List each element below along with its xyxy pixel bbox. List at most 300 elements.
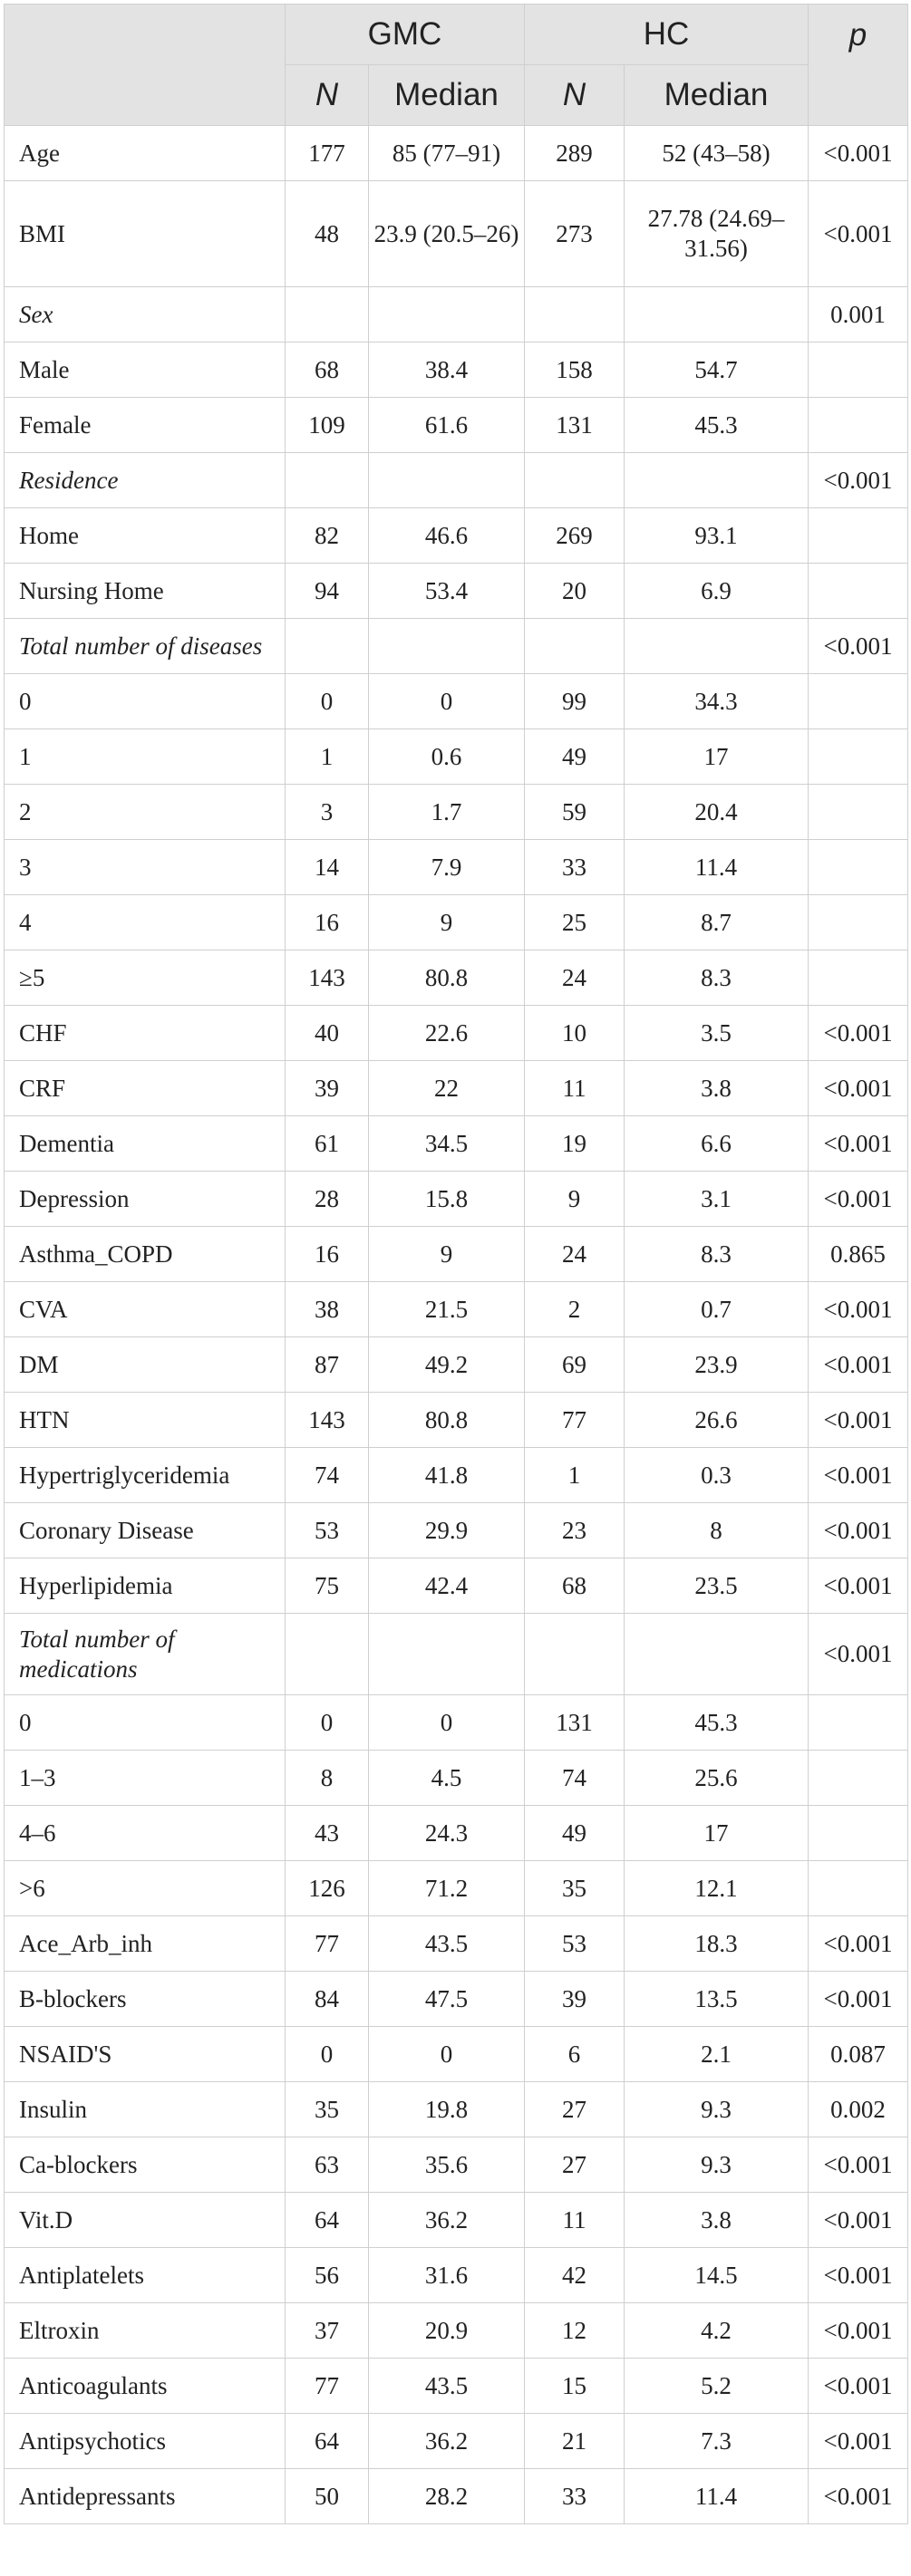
hc-median-cell: 6.9: [625, 564, 809, 619]
gmc-median-cell: 49.2: [369, 1337, 525, 1393]
hc-n-cell: 27: [525, 2137, 625, 2193]
row-label: CHF: [5, 1006, 286, 1061]
gmc-median-cell: 0.6: [369, 729, 525, 785]
gmc-median-cell: 43.5: [369, 1916, 525, 1972]
gmc-median-cell: 38.4: [369, 343, 525, 398]
table-row: [5, 2027, 908, 2082]
p-value-cell: <0.001: [809, 453, 908, 508]
p-value-cell: <0.001: [809, 1172, 908, 1227]
p-value-cell: <0.001: [809, 2469, 908, 2524]
gmc-median-cell: 35.6: [369, 2137, 525, 2193]
p-value-cell: <0.001: [809, 2248, 908, 2303]
table-row: [5, 619, 908, 674]
gmc-n-cell: 74: [286, 1448, 369, 1503]
hc-n-cell: 131: [525, 1695, 625, 1751]
hc-median-cell: 26.6: [625, 1393, 809, 1448]
header-gmc-median: Median: [369, 65, 525, 126]
gmc-median-cell: 9: [369, 895, 525, 950]
hc-median-cell: 27.78 (24.69–31.56): [625, 181, 809, 287]
p-value-cell: <0.001: [809, 1614, 908, 1695]
table-row: [5, 729, 908, 785]
table-row: [5, 126, 908, 181]
gmc-median-cell: 80.8: [369, 950, 525, 1006]
hc-median-cell: 8.3: [625, 1227, 809, 1282]
hc-median-cell: 5.2: [625, 2359, 809, 2414]
header-empty-cell: [5, 5, 286, 126]
table-row: [5, 1116, 908, 1172]
hc-median-cell: 3.1: [625, 1172, 809, 1227]
table-row: [5, 1337, 908, 1393]
gmc-median-cell: 85 (77–91): [369, 126, 525, 181]
gmc-n-cell: 64: [286, 2193, 369, 2248]
table-row: [5, 287, 908, 343]
p-value-cell: [809, 508, 908, 564]
gmc-n-cell: 61: [286, 1116, 369, 1172]
row-label: Age: [5, 126, 286, 181]
header-group-hc: HC: [525, 5, 809, 65]
p-value-cell: <0.001: [809, 1558, 908, 1614]
p-value-cell: <0.001: [809, 126, 908, 181]
hc-n-cell: 20: [525, 564, 625, 619]
hc-n-cell: [525, 1614, 625, 1695]
p-value-cell: <0.001: [809, 1006, 908, 1061]
row-label: 2: [5, 785, 286, 840]
gmc-n-cell: 3: [286, 785, 369, 840]
hc-n-cell: 289: [525, 126, 625, 181]
table-row: [5, 2137, 908, 2193]
gmc-median-cell: 46.6: [369, 508, 525, 564]
hc-median-cell: 6.6: [625, 1116, 809, 1172]
hc-n-cell: [525, 453, 625, 508]
table-row: [5, 1806, 908, 1861]
table-row: [5, 2359, 908, 2414]
gmc-n-cell: 16: [286, 1227, 369, 1282]
hc-n-cell: 68: [525, 1558, 625, 1614]
gmc-n-cell: 77: [286, 2359, 369, 2414]
hc-n-cell: 35: [525, 1861, 625, 1916]
row-label: 1–3: [5, 1751, 286, 1806]
gmc-median-cell: 0: [369, 674, 525, 729]
gmc-median-cell: [369, 1614, 525, 1695]
hc-median-cell: [625, 619, 809, 674]
gmc-median-cell: 36.2: [369, 2193, 525, 2248]
hc-median-cell: 8: [625, 1503, 809, 1558]
table-row: [5, 1861, 908, 1916]
gmc-median-cell: 7.9: [369, 840, 525, 895]
row-label: 3: [5, 840, 286, 895]
p-value-cell: 0.001: [809, 287, 908, 343]
row-label: NSAID'S: [5, 2027, 286, 2082]
table-row: [5, 785, 908, 840]
hc-median-cell: 11.4: [625, 2469, 809, 2524]
table-row: [5, 674, 908, 729]
gmc-n-cell: [286, 619, 369, 674]
table-row: [5, 2193, 908, 2248]
gmc-n-cell: 109: [286, 398, 369, 453]
hc-n-cell: 11: [525, 1061, 625, 1116]
p-value-cell: [809, 1806, 908, 1861]
hc-n-cell: 69: [525, 1337, 625, 1393]
p-value-cell: [809, 840, 908, 895]
gmc-n-cell: 75: [286, 1558, 369, 1614]
gmc-median-cell: [369, 619, 525, 674]
hc-median-cell: 13.5: [625, 1972, 809, 2027]
table-row: [5, 564, 908, 619]
table-row: [5, 895, 908, 950]
gmc-n-cell: [286, 453, 369, 508]
gmc-n-cell: 143: [286, 950, 369, 1006]
row-label: Home: [5, 508, 286, 564]
row-label: Insulin: [5, 2082, 286, 2137]
p-value-cell: <0.001: [809, 1061, 908, 1116]
table-row: [5, 2082, 908, 2137]
p-value-cell: <0.001: [809, 1972, 908, 2027]
gmc-n-cell: 94: [286, 564, 369, 619]
row-label: Dementia: [5, 1116, 286, 1172]
row-label: Coronary Disease: [5, 1503, 286, 1558]
row-label: 4: [5, 895, 286, 950]
hc-n-cell: 39: [525, 1972, 625, 2027]
gmc-n-cell: 35: [286, 2082, 369, 2137]
hc-n-cell: 1: [525, 1448, 625, 1503]
p-value-cell: <0.001: [809, 1282, 908, 1337]
row-label: Eltroxin: [5, 2303, 286, 2359]
p-value-cell: <0.001: [809, 2414, 908, 2469]
hc-n-cell: 74: [525, 1751, 625, 1806]
hc-median-cell: 93.1: [625, 508, 809, 564]
hc-n-cell: 59: [525, 785, 625, 840]
table-row: [5, 1061, 908, 1116]
table-row: [5, 1503, 908, 1558]
gmc-n-cell: 38: [286, 1282, 369, 1337]
gmc-n-cell: 28: [286, 1172, 369, 1227]
hc-median-cell: [625, 287, 809, 343]
gmc-n-cell: 0: [286, 2027, 369, 2082]
table-row: [5, 1172, 908, 1227]
hc-median-cell: 17: [625, 729, 809, 785]
gmc-median-cell: 34.5: [369, 1116, 525, 1172]
p-value-cell: 0.002: [809, 2082, 908, 2137]
hc-median-cell: 14.5: [625, 2248, 809, 2303]
p-value-cell: <0.001: [809, 2303, 908, 2359]
hc-n-cell: 2: [525, 1282, 625, 1337]
gmc-median-cell: 47.5: [369, 1972, 525, 2027]
p-value-cell: [809, 785, 908, 840]
hc-n-cell: 9: [525, 1172, 625, 1227]
p-value-cell: [809, 1861, 908, 1916]
hc-n-cell: 42: [525, 2248, 625, 2303]
hc-n-cell: [525, 287, 625, 343]
gmc-n-cell: 50: [286, 2469, 369, 2524]
gmc-n-cell: 43: [286, 1806, 369, 1861]
hc-median-cell: 23.5: [625, 1558, 809, 1614]
gmc-median-cell: 22: [369, 1061, 525, 1116]
p-value-cell: <0.001: [809, 1337, 908, 1393]
table-header: [5, 5, 908, 126]
row-label: Sex: [5, 287, 286, 343]
row-label: Ca-blockers: [5, 2137, 286, 2193]
row-label: CRF: [5, 1061, 286, 1116]
row-label: Female: [5, 398, 286, 453]
hc-n-cell: 131: [525, 398, 625, 453]
gmc-median-cell: 28.2: [369, 2469, 525, 2524]
hc-n-cell: 21: [525, 2414, 625, 2469]
p-value-cell: [809, 1751, 908, 1806]
hc-n-cell: 10: [525, 1006, 625, 1061]
p-value-cell: 0.865: [809, 1227, 908, 1282]
gmc-n-cell: 68: [286, 343, 369, 398]
gmc-n-cell: 56: [286, 2248, 369, 2303]
table-row: [5, 1006, 908, 1061]
hc-n-cell: 25: [525, 895, 625, 950]
gmc-n-cell: 48: [286, 181, 369, 287]
p-value-cell: [809, 950, 908, 1006]
hc-n-cell: 24: [525, 1227, 625, 1282]
row-label: B-blockers: [5, 1972, 286, 2027]
table-row: [5, 1558, 908, 1614]
gmc-n-cell: 63: [286, 2137, 369, 2193]
hc-n-cell: 273: [525, 181, 625, 287]
hc-median-cell: 0.3: [625, 1448, 809, 1503]
hc-median-cell: 3.5: [625, 1006, 809, 1061]
header-hc-median: Median: [625, 65, 809, 126]
hc-n-cell: 15: [525, 2359, 625, 2414]
hc-median-cell: 45.3: [625, 398, 809, 453]
table-row: [5, 343, 908, 398]
hc-median-cell: 54.7: [625, 343, 809, 398]
hc-n-cell: 77: [525, 1393, 625, 1448]
row-label: 1: [5, 729, 286, 785]
header-p-value: p: [809, 5, 908, 126]
gmc-median-cell: 15.8: [369, 1172, 525, 1227]
gmc-median-cell: 19.8: [369, 2082, 525, 2137]
hc-median-cell: 20.4: [625, 785, 809, 840]
table-row: [5, 2469, 908, 2524]
table-row: [5, 1227, 908, 1282]
gmc-n-cell: 40: [286, 1006, 369, 1061]
gmc-n-cell: 77: [286, 1916, 369, 1972]
table-row: [5, 1614, 908, 1695]
gmc-median-cell: 9: [369, 1227, 525, 1282]
gmc-median-cell: [369, 287, 525, 343]
row-label: HTN: [5, 1393, 286, 1448]
hc-median-cell: 45.3: [625, 1695, 809, 1751]
hc-median-cell: 23.9: [625, 1337, 809, 1393]
p-value-cell: <0.001: [809, 2193, 908, 2248]
row-label: Nursing Home: [5, 564, 286, 619]
p-value-cell: <0.001: [809, 181, 908, 287]
table-row: [5, 1695, 908, 1751]
p-value-cell: <0.001: [809, 2137, 908, 2193]
table-row: [5, 840, 908, 895]
gmc-median-cell: 22.6: [369, 1006, 525, 1061]
p-value-cell: [809, 343, 908, 398]
hc-median-cell: 7.3: [625, 2414, 809, 2469]
hc-n-cell: 99: [525, 674, 625, 729]
gmc-n-cell: 143: [286, 1393, 369, 1448]
hc-n-cell: 49: [525, 1806, 625, 1861]
row-label: DM: [5, 1337, 286, 1393]
gmc-n-cell: 14: [286, 840, 369, 895]
table-row: [5, 950, 908, 1006]
p-value-cell: [809, 895, 908, 950]
gmc-n-cell: 39: [286, 1061, 369, 1116]
gmc-n-cell: 84: [286, 1972, 369, 2027]
hc-n-cell: 33: [525, 840, 625, 895]
gmc-median-cell: 29.9: [369, 1503, 525, 1558]
gmc-median-cell: 80.8: [369, 1393, 525, 1448]
p-value-cell: <0.001: [809, 1503, 908, 1558]
p-value-cell: <0.001: [809, 2359, 908, 2414]
row-label: Total number of medications: [5, 1614, 286, 1695]
p-value-cell: <0.001: [809, 1393, 908, 1448]
hc-median-cell: 0.7: [625, 1282, 809, 1337]
row-label: Vit.D: [5, 2193, 286, 2248]
p-value-cell: <0.001: [809, 1116, 908, 1172]
row-label: Male: [5, 343, 286, 398]
row-label: Anticoagulants: [5, 2359, 286, 2414]
hc-n-cell: 11: [525, 2193, 625, 2248]
header-row-groups: [5, 5, 908, 65]
gmc-n-cell: 126: [286, 1861, 369, 1916]
row-label: Total number of diseases: [5, 619, 286, 674]
table-row: [5, 2303, 908, 2359]
p-value-cell: [809, 564, 908, 619]
hc-median-cell: 2.1: [625, 2027, 809, 2082]
gmc-n-cell: 53: [286, 1503, 369, 1558]
p-value-cell: [809, 729, 908, 785]
p-value-cell: <0.001: [809, 619, 908, 674]
hc-median-cell: 4.2: [625, 2303, 809, 2359]
row-label: Depression: [5, 1172, 286, 1227]
hc-median-cell: 9.3: [625, 2137, 809, 2193]
gmc-median-cell: 61.6: [369, 398, 525, 453]
gmc-n-cell: 0: [286, 674, 369, 729]
table-row: [5, 2248, 908, 2303]
gmc-median-cell: 24.3: [369, 1806, 525, 1861]
row-label: ≥5: [5, 950, 286, 1006]
gmc-median-cell: 53.4: [369, 564, 525, 619]
hc-median-cell: 34.3: [625, 674, 809, 729]
table-row: [5, 1282, 908, 1337]
hc-median-cell: 25.6: [625, 1751, 809, 1806]
hc-n-cell: 12: [525, 2303, 625, 2359]
hc-median-cell: 52 (43–58): [625, 126, 809, 181]
data-table: [4, 4, 908, 2524]
gmc-n-cell: 1: [286, 729, 369, 785]
hc-median-cell: 11.4: [625, 840, 809, 895]
row-label: Antiplatelets: [5, 2248, 286, 2303]
hc-n-cell: 269: [525, 508, 625, 564]
gmc-median-cell: 1.7: [369, 785, 525, 840]
gmc-median-cell: 23.9 (20.5–26): [369, 181, 525, 287]
gmc-median-cell: [369, 453, 525, 508]
row-label: >6: [5, 1861, 286, 1916]
p-value-cell: [809, 1695, 908, 1751]
hc-median-cell: 8.3: [625, 950, 809, 1006]
hc-median-cell: 18.3: [625, 1916, 809, 1972]
p-value-cell: <0.001: [809, 1916, 908, 1972]
hc-median-cell: 3.8: [625, 1061, 809, 1116]
table-row: [5, 398, 908, 453]
row-label: Hypertriglyceridemia: [5, 1448, 286, 1503]
header-group-gmc: GMC: [286, 5, 525, 65]
gmc-median-cell: 36.2: [369, 2414, 525, 2469]
hc-median-cell: [625, 453, 809, 508]
row-label: Residence: [5, 453, 286, 508]
table-row: [5, 1751, 908, 1806]
row-label: Asthma_COPD: [5, 1227, 286, 1282]
hc-median-cell: 3.8: [625, 2193, 809, 2248]
gmc-median-cell: 21.5: [369, 1282, 525, 1337]
row-label: Antipsychotics: [5, 2414, 286, 2469]
hc-n-cell: 24: [525, 950, 625, 1006]
p-value-cell: [809, 398, 908, 453]
gmc-median-cell: 20.9: [369, 2303, 525, 2359]
row-label: CVA: [5, 1282, 286, 1337]
gmc-median-cell: 0: [369, 1695, 525, 1751]
gmc-n-cell: 37: [286, 2303, 369, 2359]
table-row: [5, 2414, 908, 2469]
gmc-n-cell: 0: [286, 1695, 369, 1751]
p-value-cell: 0.087: [809, 2027, 908, 2082]
p-value-cell: [809, 674, 908, 729]
hc-n-cell: 158: [525, 343, 625, 398]
row-label: BMI: [5, 181, 286, 287]
table-container: [4, 4, 907, 2524]
gmc-median-cell: 0: [369, 2027, 525, 2082]
row-label: Hyperlipidemia: [5, 1558, 286, 1614]
table-row: [5, 1448, 908, 1503]
gmc-median-cell: 43.5: [369, 2359, 525, 2414]
hc-n-cell: 49: [525, 729, 625, 785]
hc-median-cell: 17: [625, 1806, 809, 1861]
hc-median-cell: 9.3: [625, 2082, 809, 2137]
gmc-n-cell: 64: [286, 2414, 369, 2469]
hc-n-cell: 27: [525, 2082, 625, 2137]
hc-median-cell: [625, 1614, 809, 1695]
gmc-median-cell: 4.5: [369, 1751, 525, 1806]
table-row: [5, 1972, 908, 2027]
gmc-n-cell: [286, 287, 369, 343]
hc-median-cell: 8.7: [625, 895, 809, 950]
hc-n-cell: 53: [525, 1916, 625, 1972]
row-label: 0: [5, 674, 286, 729]
header-hc-n: N: [525, 65, 625, 126]
row-label: 4–6: [5, 1806, 286, 1861]
gmc-median-cell: 41.8: [369, 1448, 525, 1503]
row-label: Ace_Arb_inh: [5, 1916, 286, 1972]
table-row: [5, 181, 908, 287]
header-gmc-n: N: [286, 65, 369, 126]
hc-n-cell: 19: [525, 1116, 625, 1172]
row-label: Antidepressants: [5, 2469, 286, 2524]
gmc-n-cell: 82: [286, 508, 369, 564]
gmc-n-cell: [286, 1614, 369, 1695]
gmc-n-cell: 177: [286, 126, 369, 181]
gmc-n-cell: 87: [286, 1337, 369, 1393]
gmc-median-cell: 42.4: [369, 1558, 525, 1614]
hc-n-cell: [525, 619, 625, 674]
hc-n-cell: 33: [525, 2469, 625, 2524]
p-value-cell: <0.001: [809, 1448, 908, 1503]
row-label: 0: [5, 1695, 286, 1751]
hc-n-cell: 23: [525, 1503, 625, 1558]
hc-n-cell: 6: [525, 2027, 625, 2082]
gmc-n-cell: 16: [286, 895, 369, 950]
table-body: [5, 126, 908, 2524]
gmc-median-cell: 71.2: [369, 1861, 525, 1916]
